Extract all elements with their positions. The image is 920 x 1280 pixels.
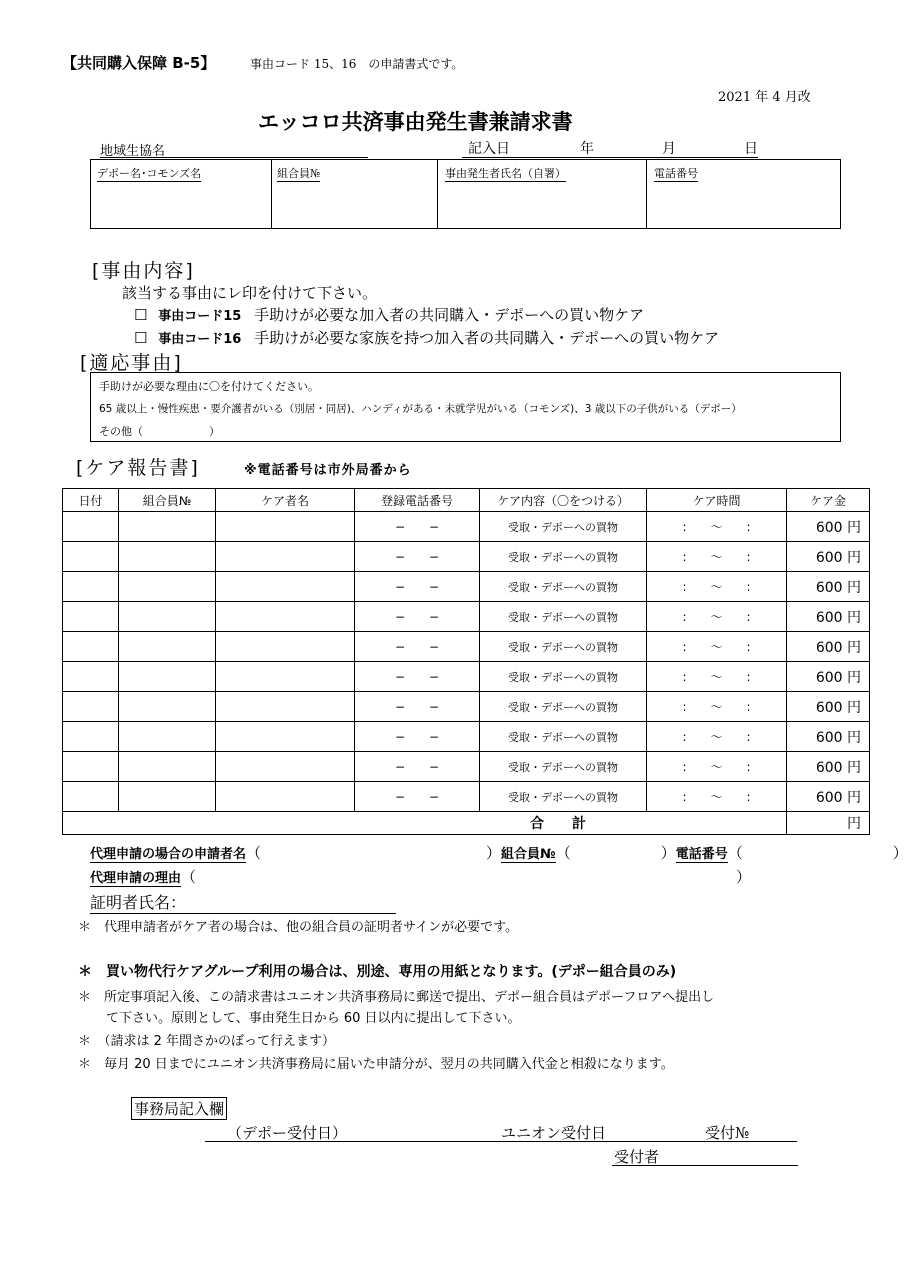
reason-code-16: 事由コード16 [158, 332, 242, 347]
phone-cell[interactable]: − − [355, 692, 480, 722]
reason-text-16: 手助けが必要な家族を持つ加入者の共同購入・デポーへの買い物ケア [254, 329, 720, 347]
member-no-cell[interactable] [119, 542, 216, 572]
receiver-field[interactable] [612, 1146, 798, 1166]
date-cell[interactable] [63, 782, 119, 812]
applicable-instruction: 手助けが必要な理由に〇を付けてください。 [99, 380, 319, 393]
col-date: 日付 [63, 489, 119, 512]
proxy-applicant-input[interactable]: （ ） [246, 844, 502, 862]
applicable-heading: [適応事由] [80, 352, 183, 374]
reason-option-16[interactable] [134, 327, 719, 348]
note-5: ＊ 毎月 20 日までにユニオン共済事務局に届いた申請分が、翌月の共同購入代金と相殺になります。 [78, 1057, 674, 1072]
note-1: ＊ 代理申請者がケア者の場合は、他の組合員の証明者サインが必要です。 [78, 920, 519, 935]
total-row [63, 812, 870, 835]
receiver-label: 受付者 [614, 1148, 660, 1166]
member-no-cell[interactable] [119, 662, 216, 692]
total-unit: 円 [847, 816, 861, 832]
claimant-name-label: 事由発生者氏名（自署） [445, 167, 566, 180]
phone-cell[interactable]: − − [355, 542, 480, 572]
checkbox-icon[interactable]: ☐ [134, 329, 148, 347]
care-report-table [62, 488, 870, 835]
certifier-label: 証明者氏名： [90, 893, 187, 912]
content-cell[interactable]: 受取・デポーへの買物 [480, 602, 647, 632]
proxy-reason-label: 代理申請の理由 [90, 871, 182, 886]
amount-cell[interactable]: 600 円 [787, 572, 870, 602]
time-cell[interactable]: : 〜 : [647, 782, 787, 812]
table-row [63, 722, 870, 752]
depot-name-label: デポー名･コモンズ名 [97, 167, 202, 180]
amount-cell[interactable]: 600 円 [787, 662, 870, 692]
member-no-cell[interactable] [119, 752, 216, 782]
col-time: ケア時間 [647, 489, 787, 512]
time-cell[interactable]: : 〜 : [647, 602, 787, 632]
content-cell[interactable]: 受取・デポーへの買物 [480, 662, 647, 692]
table-row [63, 542, 870, 572]
month-label: 月 [662, 141, 676, 157]
content-cell[interactable]: 受取・デポーへの買物 [480, 542, 647, 572]
carer-name-cell[interactable] [216, 752, 355, 782]
amount-cell[interactable]: 600 円 [787, 692, 870, 722]
col-carer-name: ケア者名 [216, 489, 355, 512]
form-title: エッコロ共済事由発生書兼請求書 [258, 110, 573, 134]
time-cell[interactable]: : 〜 : [647, 632, 787, 662]
receipt-no: 受付№ [705, 1124, 750, 1142]
content-cell[interactable]: 受取・デポーへの買物 [480, 782, 647, 812]
note-3-cont: て下さい。原則として、事由発生日から 60 日以内に提出して下さい。 [106, 1011, 521, 1026]
col-content: ケア内容（〇をつける） [480, 489, 647, 512]
certifier-name-field[interactable] [90, 890, 396, 914]
member-no-label: 組合員№ [277, 167, 321, 180]
amount-cell[interactable]: 600 円 [787, 542, 870, 572]
proxy-reason-row [90, 866, 751, 887]
date-cell[interactable] [63, 752, 119, 782]
applicant-info-box [90, 159, 841, 229]
table-row [63, 692, 870, 722]
amount-cell[interactable]: 600 円 [787, 602, 870, 632]
note-3: ＊ 所定事項記入後、この請求書はユニオン共済事務局に郵送で提出、デポー組合員はデポーフロアへ提出し [78, 990, 715, 1005]
entry-date-field[interactable] [462, 138, 758, 158]
table-row [63, 602, 870, 632]
time-cell[interactable]: : 〜 : [647, 722, 787, 752]
revision-date: 2021 年 4 月改 [718, 90, 811, 105]
union-receipt-date: ユニオン受付日 [501, 1124, 607, 1142]
phone-cell[interactable]: − − [355, 662, 480, 692]
col-amount: ケア金 [787, 489, 870, 512]
col-member-no: 組合員№ [119, 489, 216, 512]
member-no-cell[interactable] [119, 602, 216, 632]
table-header-row [63, 489, 870, 512]
note-2: ＊ 買い物代行ケアグループ利用の場合は、別途、専用の用紙となります。(デポー組合員のみ) [78, 964, 677, 980]
member-no-cell[interactable] [119, 692, 216, 722]
checkbox-icon[interactable]: ☐ [134, 306, 148, 324]
time-cell[interactable]: : 〜 : [647, 572, 787, 602]
member-no-cell[interactable] [119, 782, 216, 812]
form-note: 事由コード 15、16 の申請書式です。 [250, 57, 464, 71]
date-cell[interactable] [63, 662, 119, 692]
reason-option-15[interactable] [134, 304, 644, 325]
carer-name-cell[interactable] [216, 632, 355, 662]
applicable-options[interactable]: 65 歳以上・慢性疾患・要介護者がいる（別居・同居)、ハンディがある・未就学児がいる（コモンズ)、3 歳以下の子供がいる（デポー） [99, 403, 742, 415]
proxy-member-input[interactable]: （ ） [555, 844, 676, 862]
amount-cell[interactable]: 600 円 [787, 752, 870, 782]
office-receipt-row[interactable] [205, 1122, 797, 1142]
table-row [63, 752, 870, 782]
content-cell[interactable]: 受取・デポーへの買物 [480, 572, 647, 602]
total-label: 合 計 [63, 812, 787, 835]
date-cell[interactable] [63, 512, 119, 542]
amount-cell[interactable]: 600 円 [787, 782, 870, 812]
date-cell[interactable] [63, 542, 119, 572]
content-cell[interactable]: 受取・デポーへの買物 [480, 692, 647, 722]
date-cell[interactable] [63, 602, 119, 632]
applicable-other[interactable]: その他（ ） [99, 425, 220, 438]
carer-name-cell[interactable] [216, 722, 355, 752]
col-phone: 登録電話番号 [355, 489, 480, 512]
care-report-heading: [ケア報告書] [76, 457, 200, 479]
phone-cell[interactable]: − − [355, 722, 480, 752]
care-report-subnote: ※電話番号は市外局番から [244, 463, 412, 478]
time-cell[interactable]: : 〜 : [647, 692, 787, 722]
claimant-name-field[interactable] [437, 160, 647, 228]
phone-cell[interactable]: − − [355, 602, 480, 632]
table-row [63, 662, 870, 692]
note-4: ＊ （請求は 2 年間さかのぼって行えます） [78, 1034, 336, 1049]
content-cell[interactable]: 受取・デポーへの買物 [480, 722, 647, 752]
date-cell[interactable] [63, 692, 119, 722]
depot-name-field[interactable] [91, 160, 272, 228]
time-cell[interactable]: : 〜 : [647, 662, 787, 692]
member-no-cell[interactable] [119, 512, 216, 542]
day-label: 日 [744, 141, 758, 157]
proxy-reason-input[interactable]: （ ） [181, 868, 752, 886]
entry-date-label: 記入日 [468, 141, 510, 157]
reason-heading: [事由内容] [92, 260, 195, 282]
coop-name-label: 地域生協名 [100, 144, 166, 159]
table-row [63, 632, 870, 662]
member-no-field[interactable] [271, 160, 438, 228]
content-cell[interactable]: 受取・デポーへの買物 [480, 752, 647, 782]
table-row [63, 512, 870, 542]
phone-cell[interactable]: − − [355, 572, 480, 602]
phone-cell[interactable]: − − [355, 782, 480, 812]
reason-instruction: 該当する事由にレ印を付けて下さい。 [122, 284, 378, 302]
phone-cell[interactable]: − − [355, 512, 480, 542]
reason-code-15: 事由コード15 [158, 309, 242, 324]
content-cell[interactable]: 受取・デポーへの買物 [480, 632, 647, 662]
phone-cell[interactable]: − − [355, 752, 480, 782]
time-cell[interactable]: : 〜 : [647, 542, 787, 572]
proxy-applicant-label: 代理申請の場合の申請者名 [90, 847, 247, 862]
date-cell[interactable] [63, 572, 119, 602]
member-no-cell[interactable] [119, 722, 216, 752]
time-cell[interactable]: : 〜 : [647, 512, 787, 542]
carer-name-cell[interactable] [216, 602, 355, 632]
carer-name-cell[interactable] [216, 662, 355, 692]
proxy-applicant-row [90, 842, 908, 863]
amount-cell[interactable]: 600 円 [787, 722, 870, 752]
carer-name-cell[interactable] [216, 572, 355, 602]
reason-text-15: 手助けが必要な加入者の共同購入・デポーへの買い物ケア [254, 306, 645, 324]
carer-name-cell[interactable] [216, 512, 355, 542]
phone-field[interactable] [646, 160, 840, 228]
table-row [63, 782, 870, 812]
amount-cell[interactable]: 600 円 [787, 512, 870, 542]
time-cell[interactable]: : 〜 : [647, 752, 787, 782]
coop-name-field[interactable] [100, 140, 368, 158]
content-cell[interactable]: 受取・デポーへの買物 [480, 512, 647, 542]
applicable-box [90, 372, 841, 442]
depo-receipt-date: （デポー受付日） [227, 1124, 348, 1142]
carer-name-cell[interactable] [216, 782, 355, 812]
proxy-member-label: 組合員№ [501, 847, 556, 862]
date-cell[interactable] [63, 722, 119, 752]
form-tag: 【共同購入保障 B-5】 [62, 54, 216, 72]
member-no-cell[interactable] [119, 632, 216, 662]
phone-cell[interactable]: − − [355, 632, 480, 662]
table-row [63, 572, 870, 602]
phone-label: 電話番号 [654, 167, 698, 180]
total-amount[interactable] [787, 812, 870, 835]
carer-name-cell[interactable] [216, 542, 355, 572]
date-cell[interactable] [63, 632, 119, 662]
proxy-phone-label: 電話番号 [675, 847, 728, 862]
member-no-cell[interactable] [119, 572, 216, 602]
carer-name-cell[interactable] [216, 692, 355, 722]
year-label: 年 [580, 141, 594, 157]
amount-cell[interactable]: 600 円 [787, 632, 870, 662]
office-use-label: 事務局記入欄 [131, 1097, 227, 1120]
proxy-phone-input[interactable]: （ ） [727, 844, 908, 862]
